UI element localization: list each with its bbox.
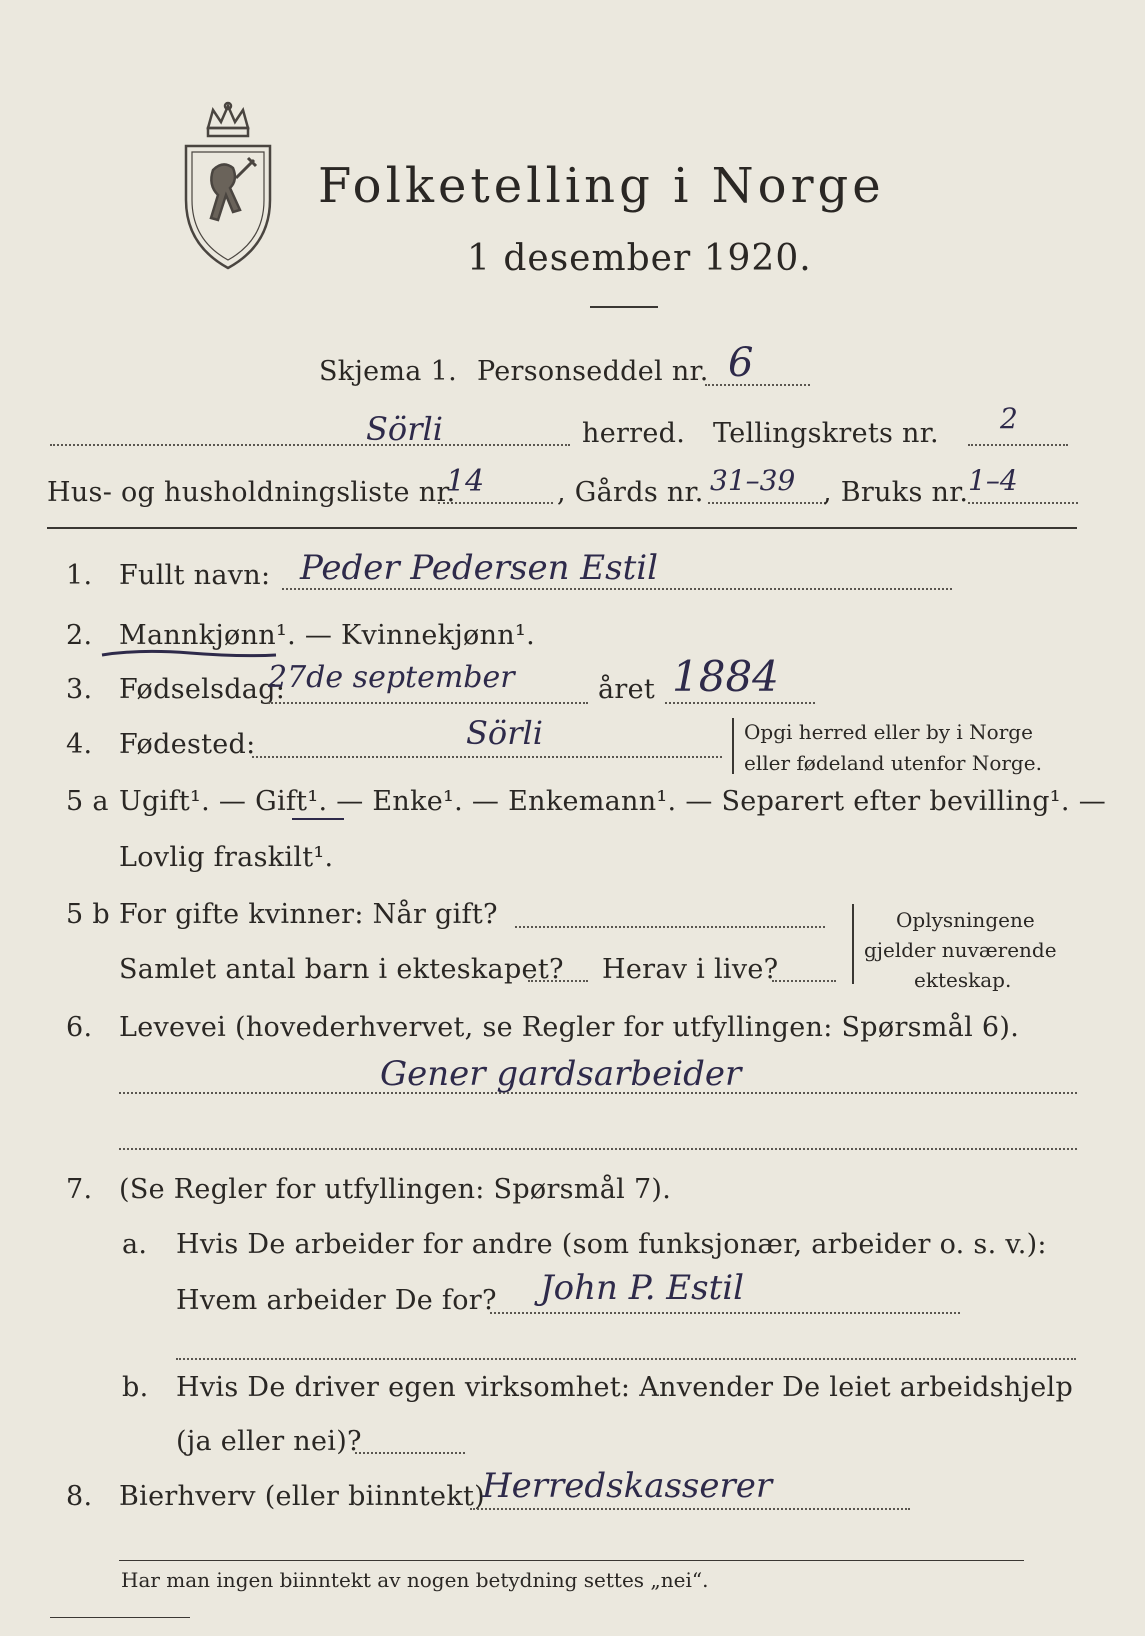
q5b-alive-label: Herav i live?	[602, 954, 779, 985]
footer-note: Har man ingen biinntekt av nogen betydning settes „nei“.	[121, 1568, 709, 1592]
q4-line	[252, 756, 722, 758]
q4-note-2: eller fødeland utenfor Norge.	[744, 751, 1042, 775]
q4-label: Fødested:	[119, 729, 256, 760]
q5b-married-line	[515, 926, 825, 928]
personseddel-value[interactable]: 6	[728, 340, 754, 386]
husliste-line	[438, 502, 553, 504]
q7b-label: Hvis De driver egen virksomhet: Anvender De leiet arbeidshjelp	[176, 1372, 1074, 1403]
marital-status-options-2[interactable]: Lovlig fraskilt¹.	[119, 842, 334, 873]
employer-value[interactable]: John P. Estil	[540, 1268, 744, 1308]
personseddel-line	[705, 384, 810, 386]
tellingskrets-label: Tellingskrets nr.	[713, 418, 939, 449]
q7a-label: Hvis De arbeider for andre (som funksjonær, arbeider o. s. v.):	[176, 1229, 1047, 1260]
q7b-number: b.	[122, 1372, 149, 1403]
herred-label: herred.	[582, 418, 686, 449]
birth-year-value[interactable]: 1884	[672, 652, 779, 701]
personseddel-label: Personseddel nr.	[477, 356, 709, 387]
q7a-employer-line	[490, 1312, 960, 1314]
full-name-value[interactable]: Peder Pedersen Estil	[300, 548, 658, 588]
q7b-line	[355, 1452, 465, 1454]
birth-date-value[interactable]: 27de september	[268, 660, 515, 695]
tellingskrets-value[interactable]: 2	[1000, 402, 1018, 435]
q4-note-1: Opgi herred eller by i Norge	[744, 720, 1033, 744]
q5b-children-line	[528, 980, 588, 982]
gards-line	[708, 502, 826, 504]
page-title: Folketelling i Norge	[318, 158, 885, 214]
tellingskrets-line	[968, 444, 1068, 446]
q1-label: Fullt navn:	[119, 560, 271, 591]
gender-options[interactable]: Mannkjønn¹. — Kvinnekjønn¹.	[119, 620, 535, 651]
q7a-employer-label: Hvem arbeider De for?	[176, 1285, 497, 1316]
q3-label: Fødselsdag:	[119, 674, 286, 705]
q5b-note-2: gjelder nuværende	[864, 938, 1057, 962]
q4-brace	[732, 718, 736, 774]
q5b-note-3: ekteskap.	[914, 968, 1012, 992]
title-divider	[590, 306, 658, 308]
gards-label: , Gårds nr.	[557, 477, 704, 508]
q8-line	[470, 1508, 910, 1510]
q7-label: (Se Regler for utfyllingen: Spørsmål 7).	[119, 1174, 672, 1205]
q5b-children-label: Samlet antal barn i ekteskapet?	[119, 954, 564, 985]
coat-of-arms-icon	[178, 100, 278, 280]
q7-number: 7.	[66, 1174, 93, 1205]
q5b-alive-line	[772, 980, 836, 982]
q5b-label: For gifte kvinner: Når gift?	[119, 899, 498, 930]
marital-status-options[interactable]: Ugift¹. — Gift¹. — Enke¹. — Enkemann¹. — Separert efter bevilling¹. —	[119, 786, 1106, 817]
q1-line	[282, 588, 952, 590]
q7b-label-2: (ja eller nei)?	[176, 1426, 362, 1457]
q8-number: 8.	[66, 1481, 93, 1512]
gift-underline-mark	[292, 818, 344, 820]
footer-separator	[119, 1560, 1024, 1561]
q5b-number: 5 b	[66, 899, 110, 930]
header-separator	[47, 527, 1077, 529]
herred-line	[50, 444, 570, 446]
q4-number: 4.	[66, 729, 93, 760]
bruks-value[interactable]: 1–4	[968, 464, 1018, 497]
gards-value[interactable]: 31–39	[710, 464, 796, 497]
footnote-rule	[50, 1617, 190, 1618]
q5b-brace	[852, 904, 856, 984]
husliste-label: Hus- og husholdningsliste nr.	[47, 477, 456, 508]
bruks-label: , Bruks nr.	[823, 477, 969, 508]
birthplace-value[interactable]: Sörli	[466, 714, 543, 752]
q3-date-line	[268, 702, 588, 704]
census-date: 1 desember 1920.	[467, 238, 812, 279]
q7a-line-2	[176, 1358, 1076, 1360]
schema-label: Skjema 1.	[319, 356, 457, 387]
q1-number: 1.	[66, 560, 93, 591]
bruks-line	[968, 502, 1078, 504]
occupation-value[interactable]: Gener gardsarbeider	[380, 1054, 742, 1094]
q3-number: 3.	[66, 674, 93, 705]
q5a-number: 5 a	[66, 786, 109, 817]
q7a-number: a.	[122, 1229, 148, 1260]
q6-line-2	[119, 1148, 1077, 1150]
q8-label: Bierhverv (eller biinntekt)	[119, 1481, 485, 1512]
husliste-value[interactable]: 14	[446, 464, 485, 499]
q6-number: 6.	[66, 1012, 93, 1043]
gender-underline-mark	[100, 645, 280, 665]
herred-value[interactable]: Sörli	[366, 410, 443, 448]
q3-aret-label: året	[598, 674, 656, 705]
q5b-note-1: Oplysningene	[896, 908, 1035, 932]
q3-year-line	[665, 702, 815, 704]
q2-number: 2.	[66, 620, 93, 651]
side-occupation-value[interactable]: Herredskasserer	[482, 1466, 773, 1506]
q6-label: Levevei (hovederhvervet, se Regler for utfyllingen: Spørsmål 6).	[119, 1012, 1020, 1043]
